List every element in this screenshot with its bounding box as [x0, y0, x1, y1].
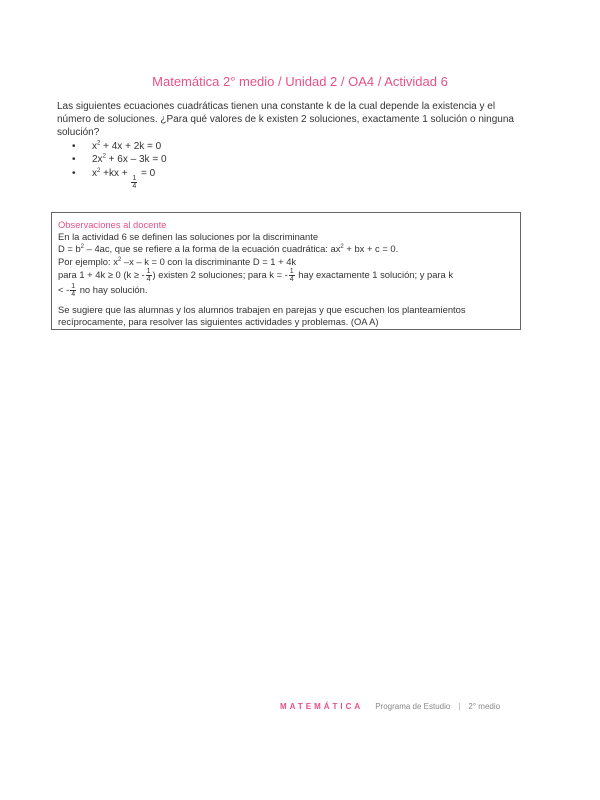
exponent: 2 [97, 167, 101, 174]
fraction [146, 268, 152, 283]
notes-text: – 4ac, que se refiere a la forma de la ecuación cuadrática: ax [84, 243, 341, 255]
fraction-denominator: 4 [289, 275, 294, 283]
fraction-numerator: 1 [146, 267, 151, 275]
bullet-icon: • [72, 168, 76, 180]
equation-text: x [92, 168, 97, 180]
notes-text: < - [58, 283, 70, 295]
equation-text: 2x [92, 154, 103, 165]
fraction [70, 283, 76, 298]
notes-line [58, 268, 514, 283]
equation-text: + 6x – 3k = 0 [105, 154, 167, 165]
fraction-numerator: 1 [71, 282, 76, 290]
notes-text: –x – k = 0 con la discriminante D = 1 + 4k [121, 255, 297, 267]
notes-line [58, 256, 514, 268]
notes-text: D = b [58, 243, 81, 255]
fraction-numerator: 1 [289, 267, 294, 275]
footer-brand: MATEMÁTICA [280, 702, 364, 711]
exponent: 2 [340, 244, 344, 251]
notes-line [58, 283, 514, 298]
notes-title: Observaciones al docente [58, 219, 167, 230]
notes-text: + bx + c = 0. [343, 243, 399, 255]
intro-paragraph: Las siguientes ecuaciones cuadráticas tienen una constante k de la cual depende la existencia y el número de soluciones. ¿Para qué valores de k existen 2 soluciones, exactamente 1 solución o ninguna solución? [57, 101, 514, 138]
notes-text: no hay solución. [77, 283, 148, 295]
equation-text: +kx + [100, 168, 131, 180]
notes-text: ) existen 2 soluciones; para k = - [152, 268, 288, 280]
equation-item [72, 140, 167, 153]
notes-line: En la actividad 6 se definen las soluciones por la discriminante [58, 231, 319, 243]
equation-text: x [92, 141, 97, 152]
equation-text: = 0 [138, 168, 156, 180]
notes-text: hay exactamente 1 solución; y para k [295, 268, 454, 280]
footer-separator: | [458, 702, 461, 711]
equation-item [72, 153, 167, 166]
notes-text: Por ejemplo: x [58, 255, 118, 267]
page-title: Matemática 2° medio / Unidad 2 / OA4 / Actividad 6 [152, 74, 448, 89]
fraction [289, 268, 295, 283]
teacher-notes-box [51, 212, 521, 330]
page-footer [280, 702, 500, 711]
fraction-denominator: 4 [146, 275, 151, 283]
exponent: 2 [97, 140, 101, 147]
notes-line [58, 243, 514, 255]
footer-program: Programa de Estudio [375, 702, 451, 711]
fraction-numerator: 1 [132, 175, 137, 182]
exponent: 2 [80, 244, 85, 251]
fraction-denominator: 4 [132, 183, 137, 190]
footer-grade: 2° medio [468, 702, 501, 711]
fraction-denominator: 4 [71, 290, 76, 298]
notes-text: para 1 + 4k ≥ 0 (k ≥ - [58, 268, 145, 280]
bullet-icon: • [72, 141, 76, 152]
equation-text: + 4x + 2k = 0 [100, 141, 162, 152]
exponent: 2 [102, 153, 106, 160]
equation-item [72, 166, 167, 190]
notes-line: Se sugiere que las alumnas y los alumnos trabajen en parejas y que escuchen los planteamientos recíprocamente, para resolver las siguientes actividades y problemas. (OA A) [58, 303, 466, 328]
exponent: 2 [117, 256, 122, 263]
fraction [131, 175, 137, 190]
bullet-icon: • [72, 154, 76, 165]
equation-list [72, 140, 167, 190]
